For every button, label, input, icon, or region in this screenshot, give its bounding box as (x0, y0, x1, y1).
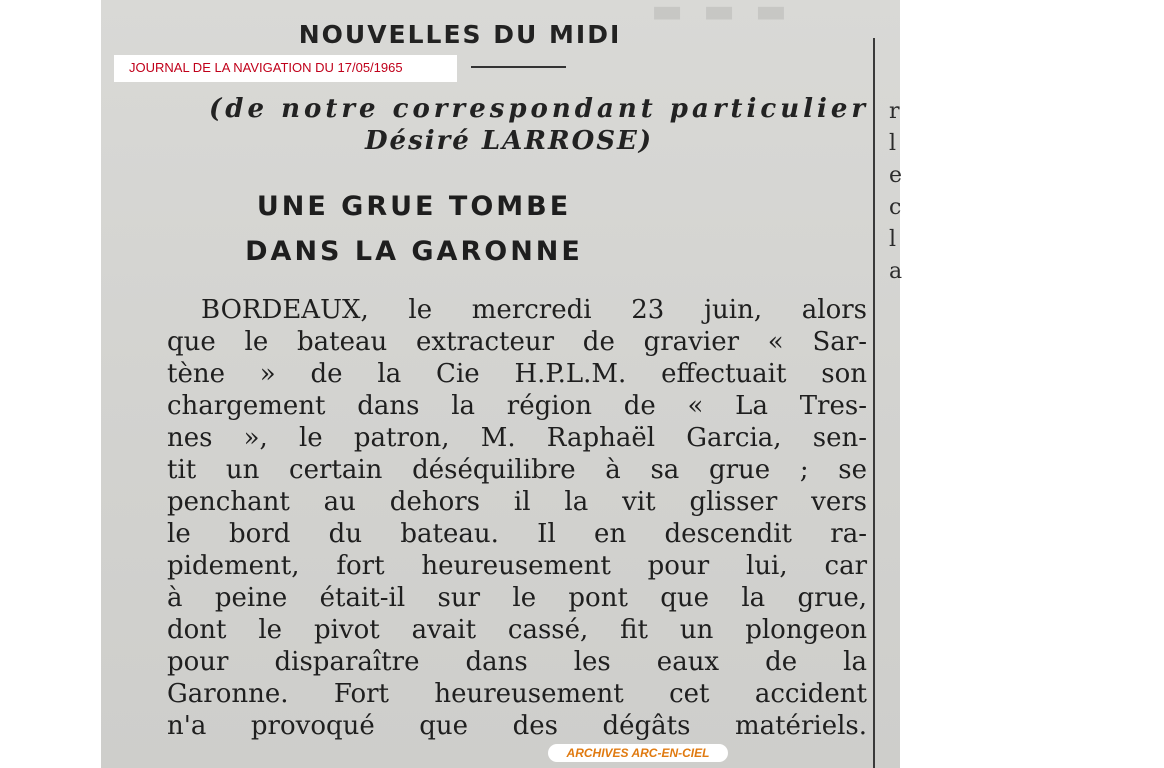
body-line: que le bateau extracteur de gravier « Sar- (167, 327, 867, 357)
body-line: penchant au dehors il la vit glisser vers (167, 487, 867, 517)
section-title: NOUVELLES DU MIDI (298, 20, 622, 49)
body-line: n'a provoqué que des dégâts matériels. (167, 711, 867, 741)
body-line: le bord du bateau. Il en descendit ra- (167, 519, 867, 549)
body-line: dont le pivot avait cassé, fit un plongeon (167, 615, 867, 645)
adjacent-letter: e (889, 163, 903, 188)
body-line: tène » de la Cie H.P.L.M. effectuait son (167, 359, 867, 389)
body-line: BORDEAUX, le mercredi 23 juin, alors (201, 295, 867, 325)
archive-stamp: ARCHIVES ARC-EN-CIEL (548, 744, 728, 762)
adjacent-column-fragment (889, 96, 903, 288)
body-line: chargement dans la région de « La Tres- (167, 391, 867, 421)
body-line: pidement, fort heureusement pour lui, car (167, 551, 867, 581)
source-label: JOURNAL DE LA NAVIGATION DU 17/05/1965 (114, 55, 457, 82)
body-line: pour disparaître dans les eaux de la (167, 647, 867, 677)
bleed-through-smudge: ▬ ▬ ▬ (651, 0, 792, 31)
newspaper-clipping (101, 0, 903, 768)
body-line: Garonne. Fort heureusement cet accident (167, 679, 867, 709)
adjacent-letter: c (889, 195, 902, 220)
column-divider (873, 38, 875, 768)
adjacent-letter: l (889, 227, 897, 252)
title-rule (471, 66, 566, 68)
headline-line-2: DANS LA GARONNE (245, 236, 583, 267)
byline-line-1: (de notre correspondant particulier (209, 94, 870, 124)
article-body (167, 294, 867, 742)
adjacent-letter: l (889, 131, 897, 156)
body-line: nes », le patron, M. Raphaël Garcia, sen- (167, 423, 867, 453)
byline-line-2: Désiré LARROSE) (365, 126, 654, 156)
adjacent-letter: a (889, 259, 903, 284)
adjacent-letter: r (889, 99, 900, 124)
body-line: tit un certain déséquilibre à sa grue ; se (167, 455, 867, 485)
headline-line-1: UNE GRUE TOMBE (256, 191, 572, 222)
body-line: à peine était-il sur le pont que la grue, (167, 583, 867, 613)
